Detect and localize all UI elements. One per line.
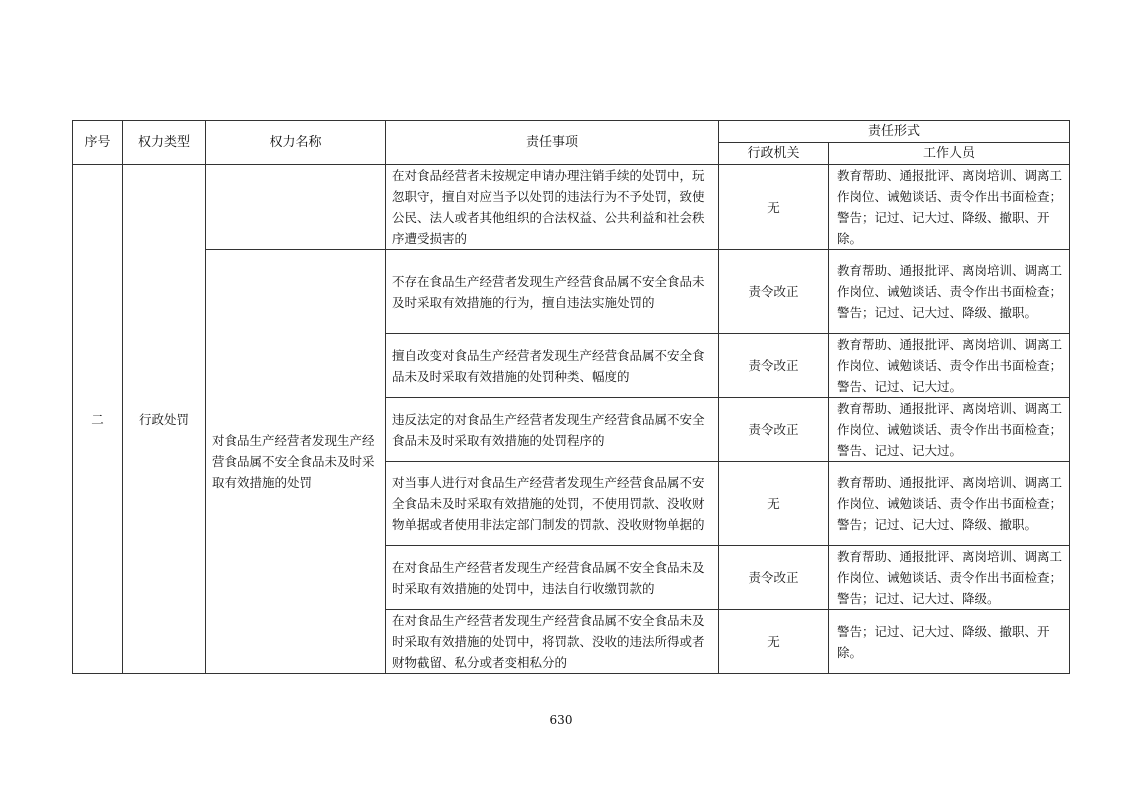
- staff-cell: 教育帮助、通报批评、离岗培训、调离工作岗位、诫勉谈话、责令作出书面检查；警告、记过、记大过。: [829, 398, 1070, 462]
- staff-cell: 警告；记过、记大过、降级、撤职、开除。: [829, 610, 1070, 674]
- responsibility-item-cell: 在对食品生产经营者发现生产经营食品属不安全食品未及时采取有效措施的处罚中，将罚款、没收的违法所得或者财物截留、私分或者变相私分的: [386, 610, 719, 674]
- admin-org-cell: 责令改正: [719, 546, 829, 610]
- staff-cell: 教育帮助、通报批评、离岗培训、调离工作岗位、诫勉谈话、责令作出书面检查；警告；记过、记大过、降级、撤职、开除。: [829, 165, 1070, 250]
- seq-cell: 二: [73, 165, 123, 674]
- power-name-empty-cell: [206, 165, 386, 250]
- header-responsibility: 责任事项: [386, 121, 719, 165]
- table-row: [73, 250, 1070, 334]
- admin-org-cell: 责令改正: [719, 250, 829, 334]
- responsibility-table: [72, 120, 1070, 674]
- header-row-1: [73, 121, 1070, 143]
- table-row: [73, 165, 1070, 250]
- admin-org-cell: 责令改正: [719, 398, 829, 462]
- responsibility-item-cell: 擅自改变对食品生产经营者发现生产经营食品属不安全食品未及时采取有效措施的处罚种类、幅度的: [386, 334, 719, 398]
- page-number: 630: [549, 713, 573, 727]
- header-resp-form: 责任形式: [719, 121, 1070, 143]
- header-power-name: 权力名称: [206, 121, 386, 165]
- responsibility-item-cell: 在对食品经营者未按规定申请办理注销手续的处罚中，玩忽职守，擅自对应当予以处罚的违法行为不予处罚，致使公民、法人或者其他组织的合法权益、公共利益和社会秩序遭受损害的: [386, 165, 719, 250]
- header-staff: 工作人员: [829, 143, 1070, 165]
- header-power-type: 权力类型: [123, 121, 206, 165]
- header-admin-org: 行政机关: [719, 143, 829, 165]
- responsibility-item-cell: 不存在食品生产经营者发现生产经营食品属不安全食品未及时采取有效措施的行为，擅自违法实施处罚的: [386, 250, 719, 334]
- responsibility-item-cell: 违反法定的对食品生产经营者发现生产经营食品属不安全食品未及时采取有效措施的处罚程序的: [386, 398, 719, 462]
- power-name-cell: 对食品生产经营者发现生产经营食品属不安全食品未及时采取有效措施的处罚: [206, 250, 386, 674]
- admin-org-cell: 责令改正: [719, 334, 829, 398]
- staff-cell: 教育帮助、通报批评、离岗培训、调离工作岗位、诫勉谈话、责令作出书面检查；警告；记过、记大过、降级。: [829, 546, 1070, 610]
- staff-cell: 教育帮助、通报批评、离岗培训、调离工作岗位、诫勉谈话、责令作出书面检查；警告、记过、记大过。: [829, 334, 1070, 398]
- header-seq: 序号: [73, 121, 123, 165]
- admin-org-cell: 无: [719, 165, 829, 250]
- power-type-cell: 行政处罚: [123, 165, 206, 674]
- staff-cell: 教育帮助、通报批评、离岗培训、调离工作岗位、诫勉谈话、责令作出书面检查；警告；记过、记大过、降级、撤职。: [829, 462, 1070, 546]
- responsibility-item-cell: 在对食品生产经营者发现生产经营食品属不安全食品未及时采取有效措施的处罚中，违法自行收缴罚款的: [386, 546, 719, 610]
- responsibility-item-cell: 对当事人进行对食品生产经营者发现生产经营食品属不安全食品未及时采取有效措施的处罚，不使用罚款、没收财物单据或者使用非法定部门制发的罚款、没收财物单据的: [386, 462, 719, 546]
- admin-org-cell: 无: [719, 462, 829, 546]
- staff-cell: 教育帮助、通报批评、离岗培训、调离工作岗位、诫勉谈话、责令作出书面检查；警告；记过、记大过、降级、撤职。: [829, 250, 1070, 334]
- admin-org-cell: 无: [719, 610, 829, 674]
